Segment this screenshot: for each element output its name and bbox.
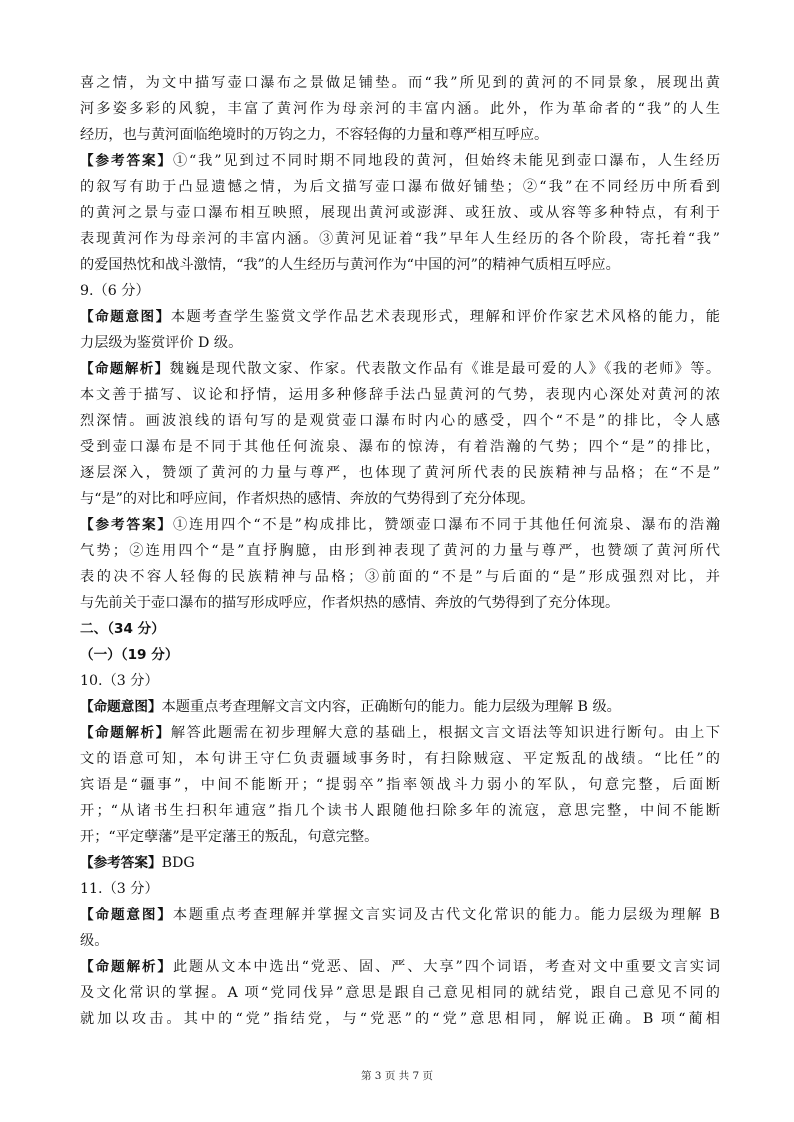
line-text: 及文化常识的掌握。A 项“党同伐异”意思是跟自己意见相同的就结党，跟自己意见不同的 <box>80 985 720 1001</box>
text-line <box>80 694 720 720</box>
line-text: 本题重点考查理解并掌握文言实词及古代文化常识的能力。能力层级为理解 B <box>172 907 720 923</box>
line-text: 文的语意可知，本句讲王守仁负责疆域事务时，有扫除贼寇、平定叛乱的战绩。“比任”的 <box>80 751 720 767</box>
section-tag: 【参考答案】 <box>80 153 173 169</box>
text-line <box>80 252 720 278</box>
text-line <box>80 512 720 538</box>
text-line <box>80 798 720 824</box>
text-line <box>80 148 720 174</box>
line-text: 经历，也与黄河面临绝境时的万钧之力，不容轻侮的力量和尊严相互呼应。 <box>80 127 549 143</box>
line-text: 10.（3 分） <box>80 673 159 689</box>
section-tag: 【命题意图】 <box>80 907 173 923</box>
text-line <box>80 356 720 382</box>
line-text: 与“是”的对比和呼应间，作者炽热的感情、奔放的气势得到了充分体现。 <box>80 491 535 507</box>
section-tag: 【命题解析】 <box>80 361 170 377</box>
text-line <box>80 954 720 980</box>
line-text: BDG <box>161 855 195 871</box>
text-line <box>80 304 720 330</box>
section-heading: （一）（19 分） <box>80 647 179 663</box>
text-line <box>80 1006 720 1032</box>
text-line <box>80 226 720 252</box>
line-text: 表现黄河作为母亲河的丰富内涵。③黄河见证着“我”早年人生经历的各个阶段，寄托着“我” <box>80 231 720 247</box>
document-body <box>80 70 720 1032</box>
line-text: 魏巍是现代散文家、作家。代表散文作品有《谁是最可爱的人》《我的老师》等。 <box>169 361 720 377</box>
line-text: 的叙写有助于凸显遗憾之情，为后文描写壶口瀑布做好铺垫；②“我”在不同经历中所看到 <box>80 179 720 195</box>
line-text: 喜之情，为文中描写壶口瀑布之景做足铺垫。而“我”所见到的黄河的不同景象，展现出黄 <box>80 75 720 91</box>
page-footer: 第 3 页 共 7 页 <box>360 1070 434 1082</box>
line-text: 此题从文本中选出“党恶、固、严、大享”四个词语，考查对文中重要文言实词 <box>172 959 720 975</box>
line-text: 本题考查学生鉴赏文学作品艺术表现形式，理解和评价作家艺术风格的能力，能 <box>170 309 720 325</box>
section-heading: 二、（34 分） <box>80 621 165 637</box>
text-line <box>80 850 720 876</box>
line-text: 11.（3 分） <box>80 881 159 897</box>
section-tag: 【参考答案】 <box>80 517 173 533</box>
line-text: 开；“平定孽藩”是平定藩王的叛乱，句意完整。 <box>80 829 379 845</box>
text-line <box>80 382 720 408</box>
line-text: ①连用四个“不是”构成排比，赞颂壶口瀑布不同于其他任何流泉、瀑布的浩瀚 <box>172 517 720 533</box>
line-text: 表的决不容人轻侮的民族精神与品格；③前面的“不是”与后面的“是”形成强烈对比，并 <box>80 569 720 585</box>
line-text: 的黄河之景与壶口瀑布相互映照，展现出黄河或澎湃、或狂放、或从容等多种特点，有利于 <box>80 205 720 221</box>
line-text: 的爱国热忱和战斗激情，“我”的人生经历与黄河作为“中国的河”的精神气质相互呼应。 <box>80 257 620 273</box>
line-text: 烈深情。画波浪线的语句写的是观赏壶口瀑布时内心的感受，四个“不是”的排比，令人感 <box>80 413 720 429</box>
text-line <box>80 460 720 486</box>
line-text: 级。 <box>80 933 109 949</box>
text-line <box>80 434 720 460</box>
line-text: 本题重点考查理解文言文内容，正确断句的能力。能力层级为理解 B 级。 <box>161 699 621 715</box>
line-text: 解答此题需在初步理解大意的基础上，根据文言文语法等知识进行断句。由上下 <box>170 725 720 741</box>
text-line <box>80 616 720 642</box>
text-line <box>80 876 720 902</box>
text-line <box>80 642 720 668</box>
text-line <box>80 278 720 304</box>
line-text: 就加以攻击。其中的“党”指结党，与“党恶”的“党”意思相同，解说正确。B 项“蔺相 <box>80 1011 720 1027</box>
text-line <box>80 902 720 928</box>
text-line <box>80 668 720 694</box>
text-line <box>80 96 720 122</box>
section-tag: 【命题解析】 <box>80 725 171 741</box>
line-text: ①“我”见到过不同时期不同地段的黄河，但始终未能见到壶口瀑布，人生经历 <box>172 153 720 169</box>
text-line <box>80 590 720 616</box>
text-line <box>80 538 720 564</box>
line-text: 河多姿多彩的风貌，丰富了黄河作为母亲河的丰富内涵。此外，作为革命者的“我”的人生 <box>80 101 720 117</box>
text-line <box>80 408 720 434</box>
line-text: 与先前关于壶口瀑布的描写形成呼应，作者炽热的感情、奔放的气势得到了充分体现。 <box>80 595 620 611</box>
section-tag: 【参考答案】 <box>80 855 162 871</box>
line-text: 力层级为鉴赏评价 D 级。 <box>80 335 243 351</box>
line-text: 9.（6 分） <box>80 283 150 299</box>
section-tag: 【命题意图】 <box>80 309 171 325</box>
line-text: 受到壶口瀑布是不同于其他任何流泉、瀑布的惊涛，有着浩瀚的气势；四个“是”的排比， <box>80 439 720 455</box>
text-line <box>80 720 720 746</box>
text-line <box>80 746 720 772</box>
line-text: 开；“从诸书生扫积年逋寇”指几个读书人跟随他扫除多年的流寇，意思完整，中间不能断 <box>80 803 720 819</box>
text-line <box>80 122 720 148</box>
text-line <box>80 980 720 1006</box>
text-line <box>80 330 720 356</box>
text-line <box>80 200 720 226</box>
text-line <box>80 486 720 512</box>
text-line <box>80 564 720 590</box>
line-text: 本文善于描写、议论和抒情，运用多种修辞手法凸显黄河的气势，表现内心深处对黄河的浓 <box>80 387 720 403</box>
text-line <box>80 824 720 850</box>
line-text: 宾语是“疆事”，中间不能断开；“提弱卒”指率领战斗力弱小的军队，句意完整，后面断 <box>80 777 720 793</box>
section-tag: 【命题意图】 <box>80 699 162 715</box>
line-text: 逐层深入，赞颂了黄河的力量与尊严，也体现了黄河所代表的民族精神与品格；在“不是” <box>80 465 720 481</box>
text-line <box>80 174 720 200</box>
text-line <box>80 70 720 96</box>
text-line <box>80 772 720 798</box>
text-line <box>80 928 720 954</box>
section-tag: 【命题解析】 <box>80 959 173 975</box>
line-text: 气势；②连用四个“是”直抒胸臆，由形到神表现了黄河的力量与尊严，也赞颂了黄河所代 <box>80 543 720 559</box>
